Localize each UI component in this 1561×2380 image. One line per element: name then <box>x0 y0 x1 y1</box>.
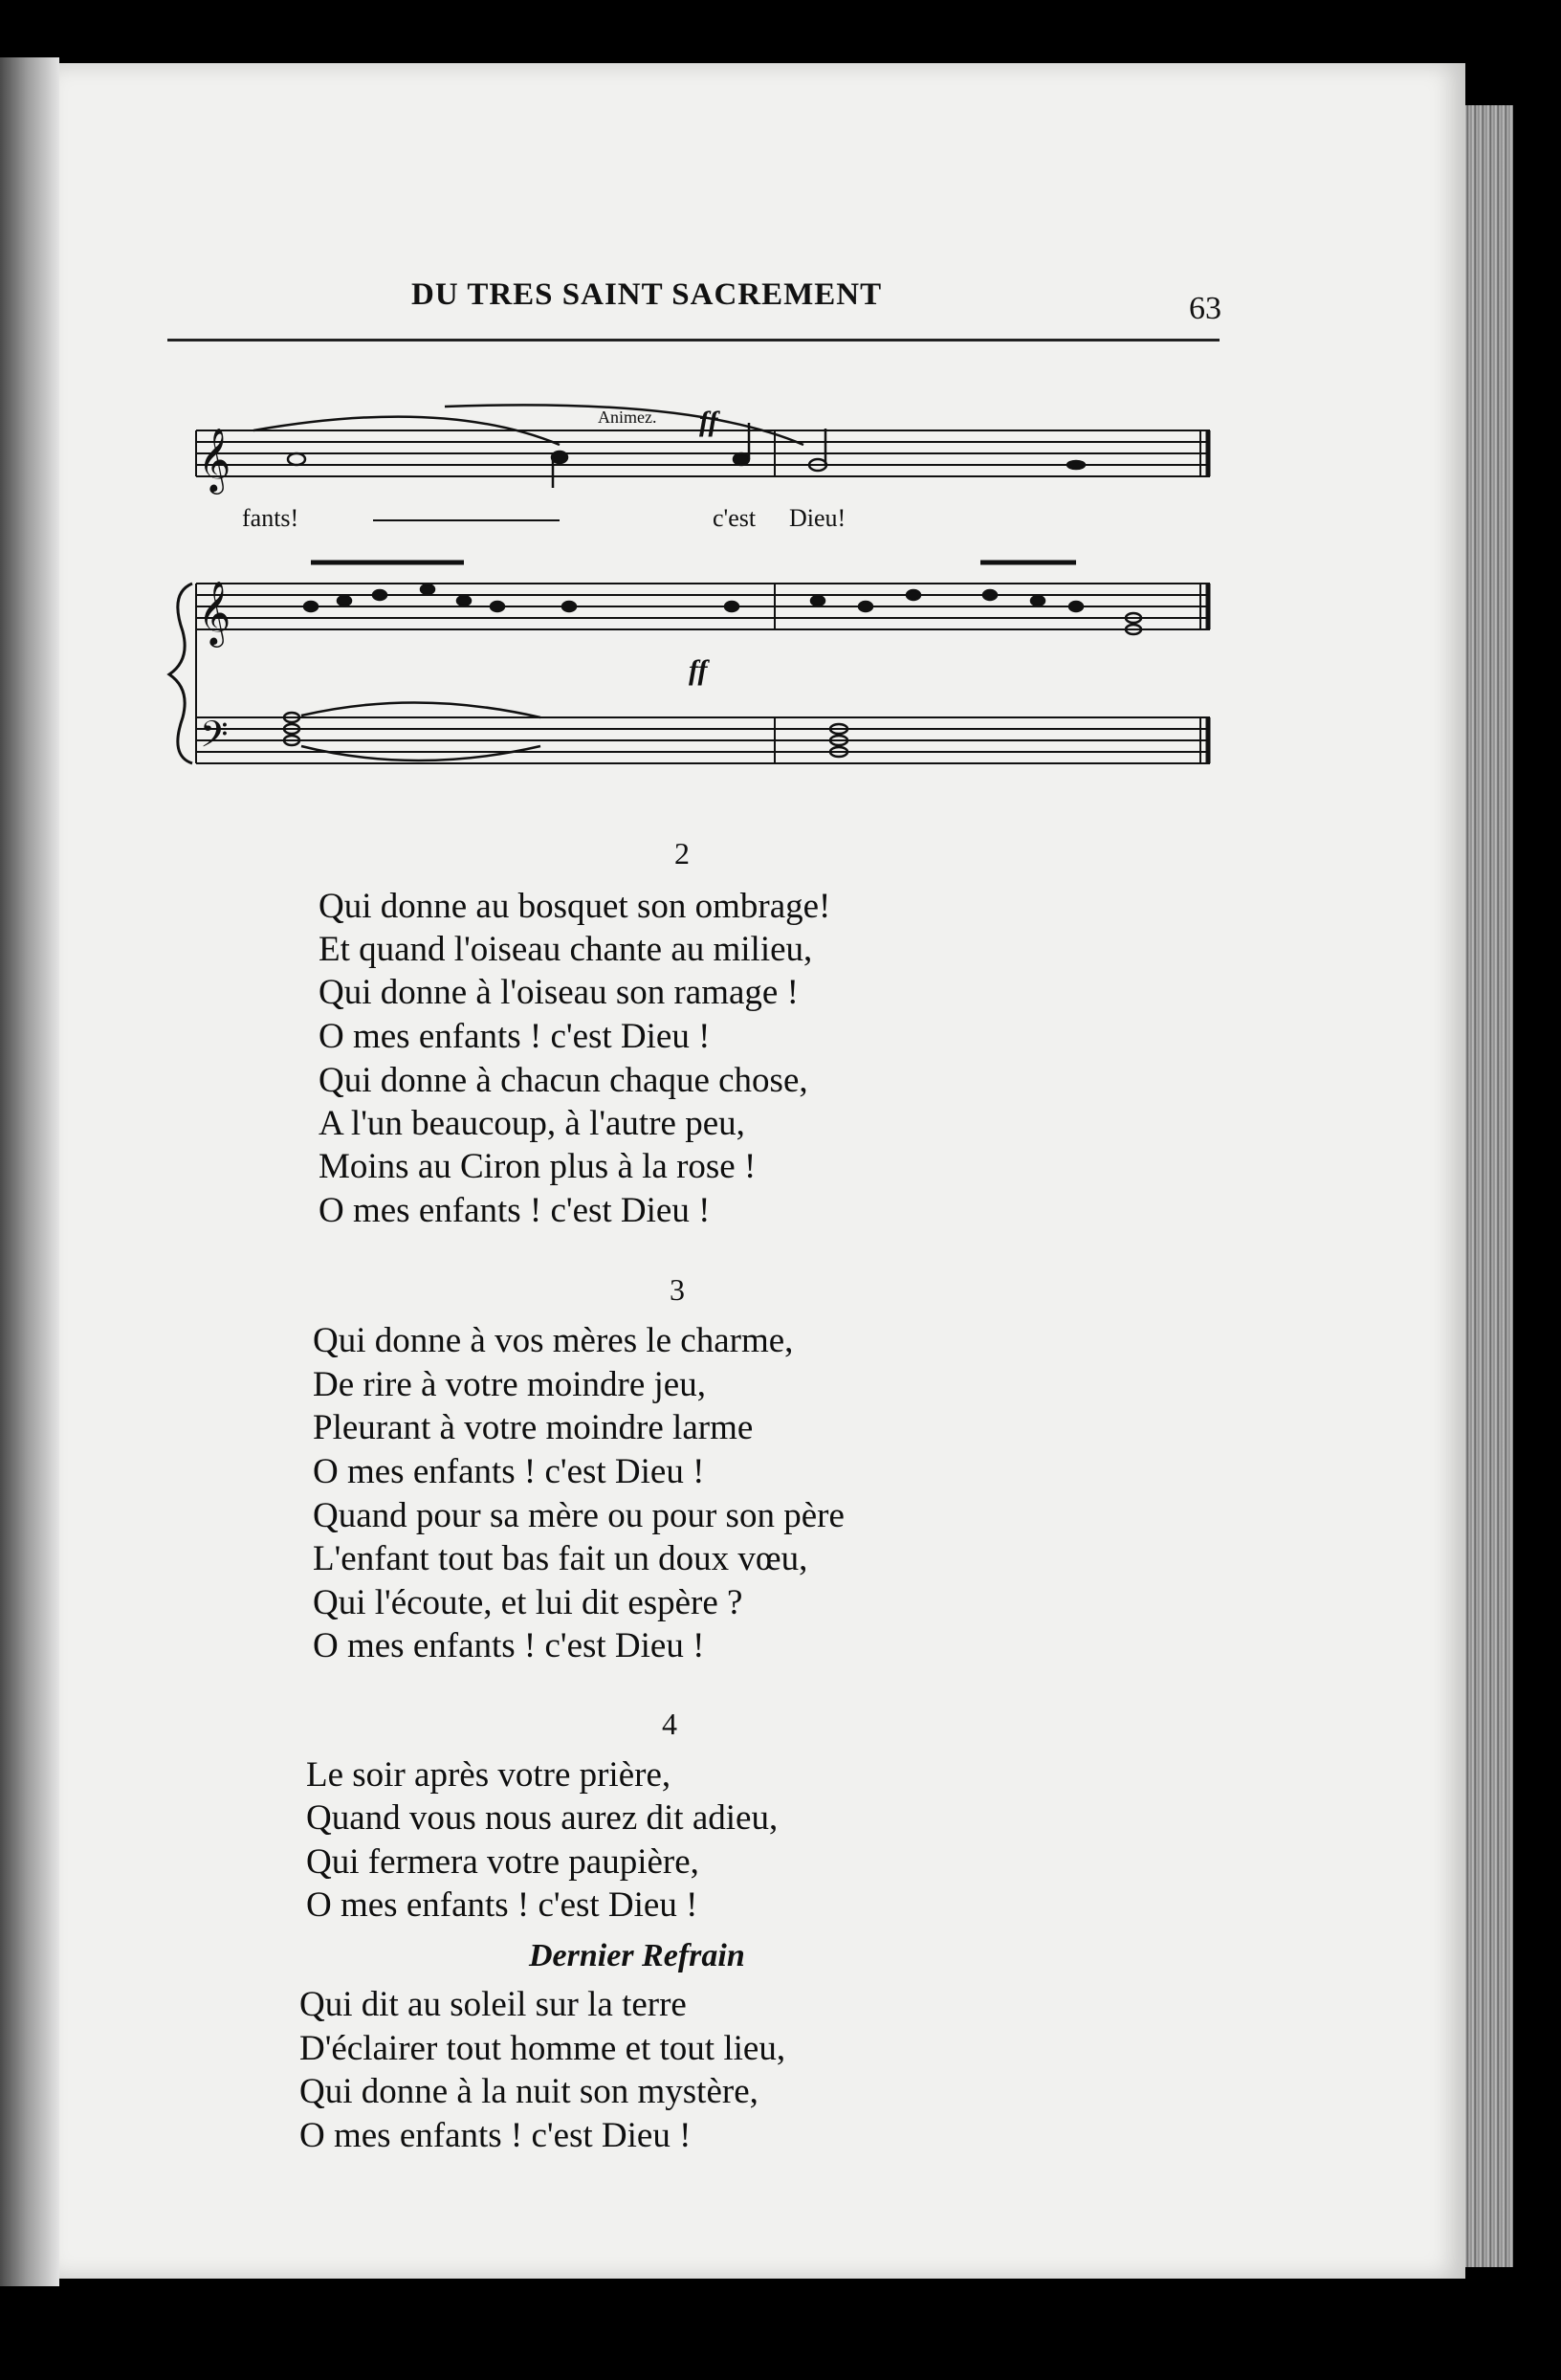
verse-line: Qui donne au bosquet son ombrage! <box>319 887 831 926</box>
final-refrain-heading: Dernier Refrain <box>529 1938 745 1973</box>
verse-line: O mes enfants ! c'est Dieu ! <box>299 2116 692 2155</box>
verse-line: Qui donne à l'oiseau son ramage ! <box>319 973 799 1012</box>
music-score <box>158 402 1220 804</box>
verse-line: Qui l'écoute, et lui dit espère ? <box>313 1583 743 1622</box>
verse-line: Moins au Ciron plus à la rose ! <box>319 1147 757 1186</box>
verse-line: Qui dit au soleil sur la terre <box>299 1985 687 2024</box>
verse-line: Qui donne à la nuit son mystère, <box>299 2072 759 2111</box>
header-rule <box>167 339 1220 342</box>
running-head <box>167 277 1220 335</box>
treble-clef-icon: 𝄞 <box>198 429 231 491</box>
verse-line: De rire à votre moindre jeu, <box>313 1365 706 1404</box>
verse-number-2: 2 <box>674 836 690 870</box>
verse-line: Qui fermera votre paupière, <box>306 1842 699 1882</box>
verse-line: O mes enfants ! c'est Dieu ! <box>306 1885 698 1925</box>
verse-line: O mes enfants ! c'est Dieu ! <box>313 1452 705 1491</box>
page-number: 63 <box>1189 291 1221 326</box>
book-page <box>59 63 1465 2279</box>
piano-notes <box>284 562 1141 760</box>
bass-clef-icon: 𝄢 <box>200 715 229 763</box>
verse-number-3: 3 <box>670 1272 685 1307</box>
verse-line: Pleurant à votre moindre larme <box>313 1408 754 1447</box>
verse-line: Qui donne à vos mères le charme, <box>313 1321 794 1360</box>
verse-line: Le soir après votre prière, <box>306 1755 671 1795</box>
lyric-cest: c'est <box>713 504 757 532</box>
dynamic-piano: ff <box>689 654 708 686</box>
system-brace-icon <box>169 584 192 763</box>
piano-treble-staff <box>196 584 1210 629</box>
verse-line: O mes enfants ! c'est Dieu ! <box>319 1017 711 1056</box>
lyric-fants: fants! <box>242 504 299 532</box>
page-title: DU TRES SAINT SACREMENT <box>411 277 883 312</box>
voice-staff <box>196 430 1210 476</box>
left-page-edge <box>0 57 59 2286</box>
treble-clef-icon: 𝄞 <box>198 582 231 644</box>
lyric-dieu: Dieu! <box>789 504 846 532</box>
verse-line: L'enfant tout bas fait un doux vœu, <box>313 1539 808 1578</box>
verse-line: O mes enfants ! c'est Dieu ! <box>319 1191 711 1230</box>
verse-line: Quand vous nous aurez dit adieu, <box>306 1798 779 1838</box>
verse-line: O mes enfants ! c'est Dieu ! <box>313 1626 705 1665</box>
verse-line: Quand pour sa mère ou pour son père <box>313 1496 845 1535</box>
verse-line: D'éclairer tout homme et tout lieu, <box>299 2029 786 2068</box>
verse-line: Et quand l'oiseau chante au milieu, <box>319 930 813 969</box>
verse-line: Qui donne à chacun chaque chose, <box>319 1061 808 1100</box>
dynamic-voice: ff <box>699 406 718 437</box>
verse-number-4: 4 <box>662 1707 677 1741</box>
verse-line: A l'un beaucoup, à l'autre peu, <box>319 1104 745 1143</box>
tempo-marking: Animez. <box>598 408 657 427</box>
